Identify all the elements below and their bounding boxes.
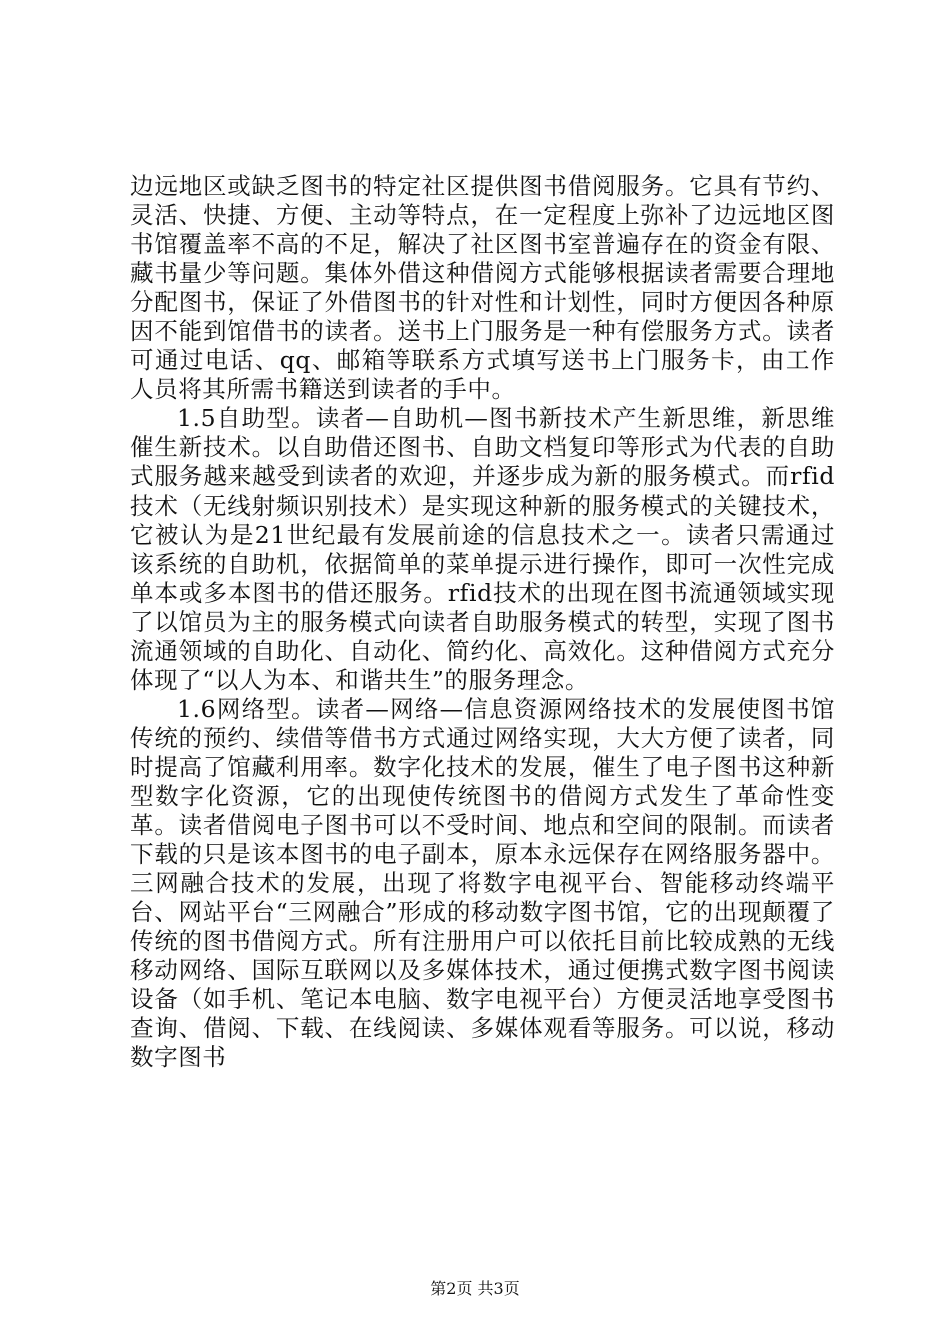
body-text (130, 172, 835, 1072)
paragraph-self-service: 1.5自助型。读者—自助机—图书新技术产生新思维，新思维催生新技术。以自助借还图书、自助文档复印等形式为代表的自助式服务越来越受到读者的欢迎，并逐步成为新的服务模式。而rfid技术（无线射频识别技术）是实现这种新的服务模式的关键技术，它被认为是21世纪最有发展前途的信息技术之一。读者只需通过该系统的自助机，依据简单的菜单提示进行操作，即可一次性完成单本或多本图书的借还服务。rfid技术的出现在图书流通领域实现了以馆员为主的服务模式向读者自助服务模式的转型，实现了图书流通领域的自助化、自动化、简约化、高效化。这种借阅方式充分体现了“以人为本、和谐共生”的服务理念。 (130, 404, 835, 694)
paragraph-continuation: 边远地区或缺乏图书的特定社区提供图书借阅服务。它具有节约、灵活、快捷、方便、主动等特点，在一定程度上弥补了边远地区图书馆覆盖率不高的不足，解决了社区图书室普遍存在的资金有限、藏书量少等问题。集体外借这种借阅方式能够根据读者需要合理地分配图书，保证了外借图书的针对性和计划性，同时方便因各种原因不能到馆借书的读者。送书上门服务是一种有偿服务方式。读者可通过电话、qq、邮箱等联系方式填写送书上门服务卡，由工作人员将其所需书籍送到读者的手中。 (130, 172, 835, 404)
paragraph-network: 1.6网络型。读者—网络—信息资源网络技术的发展使图书馆传统的预约、续借等借书方式通过网络实现，大大方便了读者，同时提高了馆藏利用率。数字化技术的发展，催生了电子图书这种新型数字化资源，它的出现使传统图书的借阅方式发生了革命性变革。读者借阅电子图书可以不受时间、地点和空间的限制。而读者下载的只是该本图书的电子副本，原本永远保存在网络服务器中。三网融合技术的发展，出现了将数字电视平台、智能移动终端平台、网站平台“三网融合”形成的移动数字图书馆，它的出现颠覆了传统的图书借阅方式。所有注册用户可以依托目前比较成熟的无线移动网络、国际互联网以及多媒体技术，通过便携式数字图书阅读设备（如手机、笔记本电脑、数字电视平台）方便灵活地享受图书查询、借阅、下载、在线阅读、多媒体观看等服务。可以说，移动数字图书 (130, 694, 835, 1072)
page-number-label: 第2页 共3页 (430, 1279, 520, 1298)
page-footer (0, 1279, 950, 1299)
